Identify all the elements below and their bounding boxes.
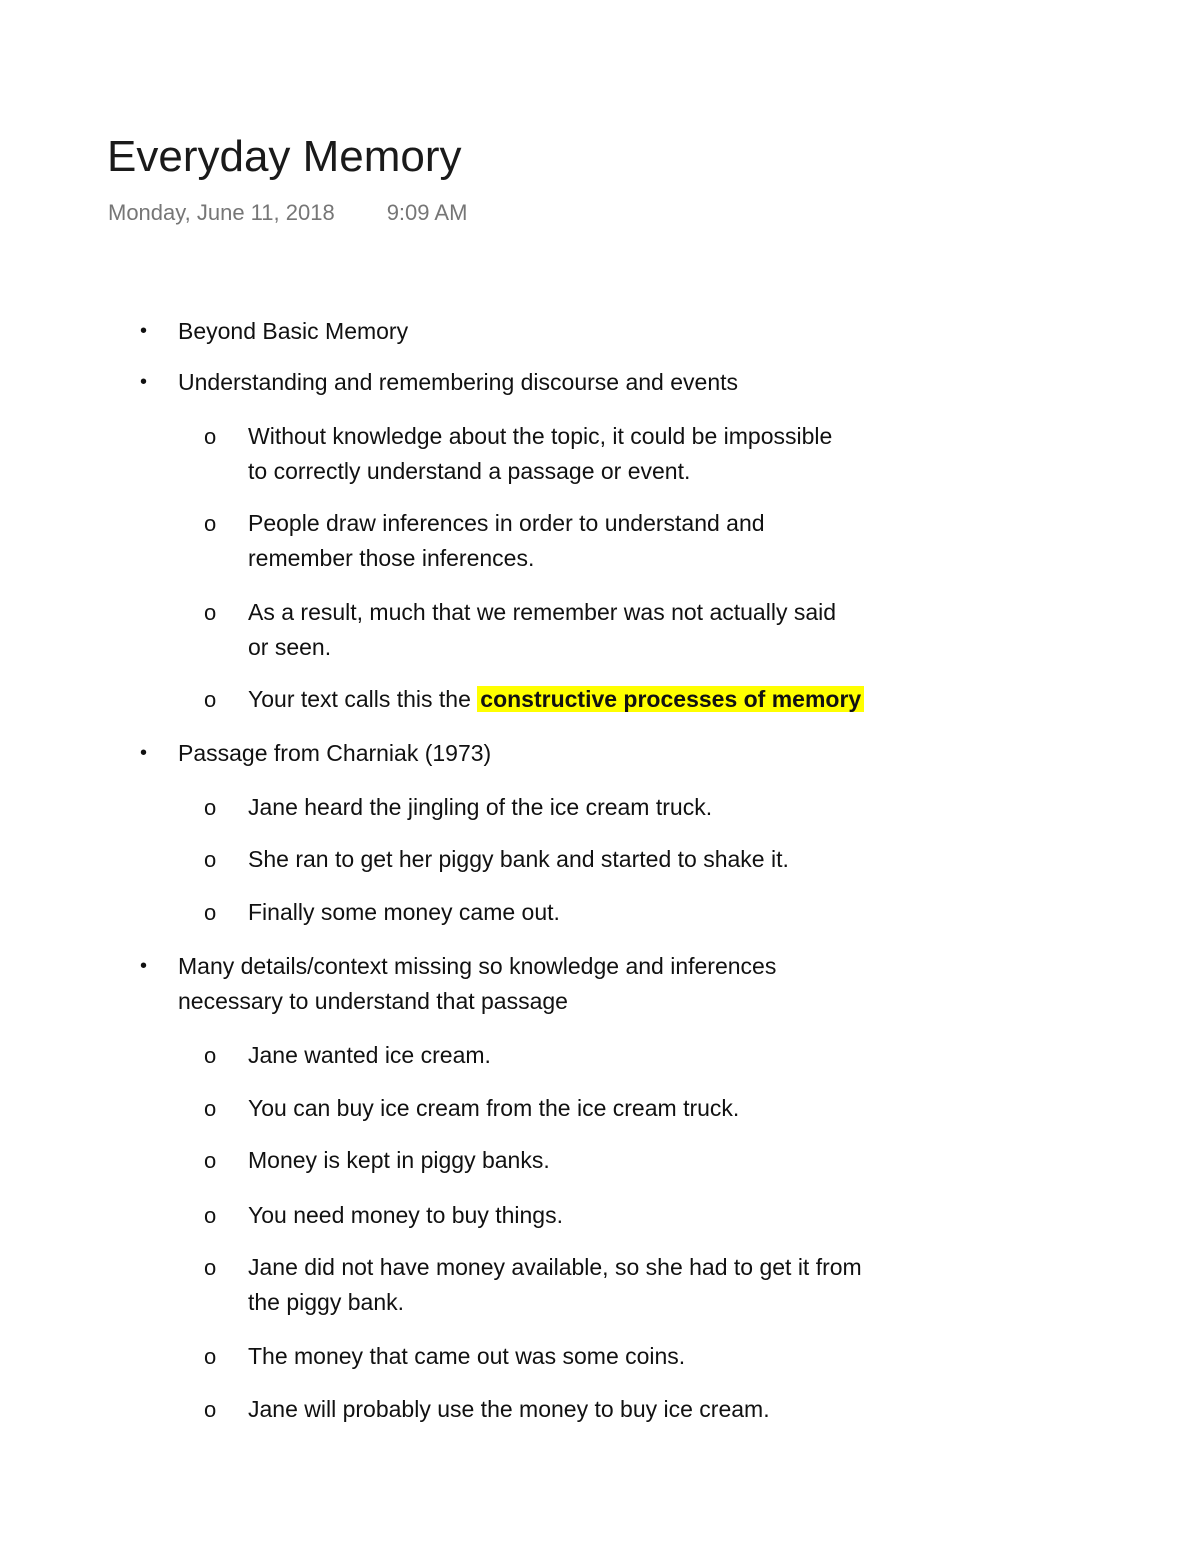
sub-bullet-icon: o [204, 1043, 217, 1068]
sub-list-item-continued: the piggy bank. [248, 1289, 405, 1315]
sub-list-item-text: Your text calls this the [248, 686, 478, 712]
bullet-icon: • [140, 371, 148, 393]
page-title: Everyday Memory [107, 132, 462, 181]
list-item: Passage from Charniak (1973) [178, 740, 492, 766]
sub-list-item: Finally some money came out. [248, 899, 560, 925]
sub-list-item [248, 682, 864, 717]
sub-bullet-icon: o [204, 847, 217, 872]
sub-list-item-continued: remember those inferences. [248, 545, 535, 571]
sub-bullet-icon: o [204, 1255, 217, 1280]
note-date: Monday, June 11, 2018 [108, 200, 335, 225]
sub-list-item-continued: or seen. [248, 634, 332, 660]
sub-bullet-icon: o [204, 1397, 217, 1422]
highlighted-term: constructive processes of memory [477, 686, 864, 712]
bullet-icon: • [140, 742, 148, 764]
list-item: Many details/context missing so knowledge and inferences [178, 953, 777, 979]
sub-list-item: She ran to get her piggy bank and started to shake it. [248, 846, 789, 872]
sub-list-item: People draw inferences in order to understand and [248, 510, 765, 536]
sub-bullet-icon: o [204, 600, 217, 625]
list-item: Beyond Basic Memory [178, 318, 409, 344]
sub-bullet-icon: o [204, 1203, 217, 1228]
note-meta [108, 200, 467, 226]
sub-bullet-icon: o [204, 511, 217, 536]
sub-list-item: Money is kept in piggy banks. [248, 1147, 550, 1173]
note-time: 9:09 AM [386, 200, 468, 225]
sub-list-item: Without knowledge about the topic, it could be impossible [248, 423, 833, 449]
sub-bullet-icon: o [204, 687, 217, 712]
sub-list-item: As a result, much that we remember was not actually said [248, 599, 837, 625]
sub-list-item: The money that came out was some coins. [248, 1343, 686, 1369]
list-item: Understanding and remembering discourse and events [178, 369, 738, 395]
sub-bullet-icon: o [204, 1344, 217, 1369]
sub-bullet-icon: o [204, 1148, 217, 1173]
sub-list-item: You need money to buy things. [248, 1202, 563, 1228]
sub-list-item-continued: to correctly understand a passage or event. [248, 458, 691, 484]
sub-bullet-icon: o [204, 795, 217, 820]
sub-list-item: Jane did not have money available, so she had to get it from [248, 1254, 862, 1280]
bullet-icon: • [140, 955, 148, 977]
sub-list-item: Jane heard the jingling of the ice cream truck. [248, 794, 713, 820]
sub-bullet-icon: o [204, 1096, 217, 1121]
sub-list-item: Jane will probably use the money to buy ice cream. [248, 1396, 770, 1422]
sub-list-item: You can buy ice cream from the ice cream truck. [248, 1095, 740, 1121]
sub-bullet-icon: o [204, 424, 217, 449]
sub-list-item: Jane wanted ice cream. [248, 1042, 491, 1068]
bullet-icon: • [140, 320, 148, 342]
list-item-continued: necessary to understand that passage [178, 988, 568, 1014]
sub-bullet-icon: o [204, 900, 217, 925]
